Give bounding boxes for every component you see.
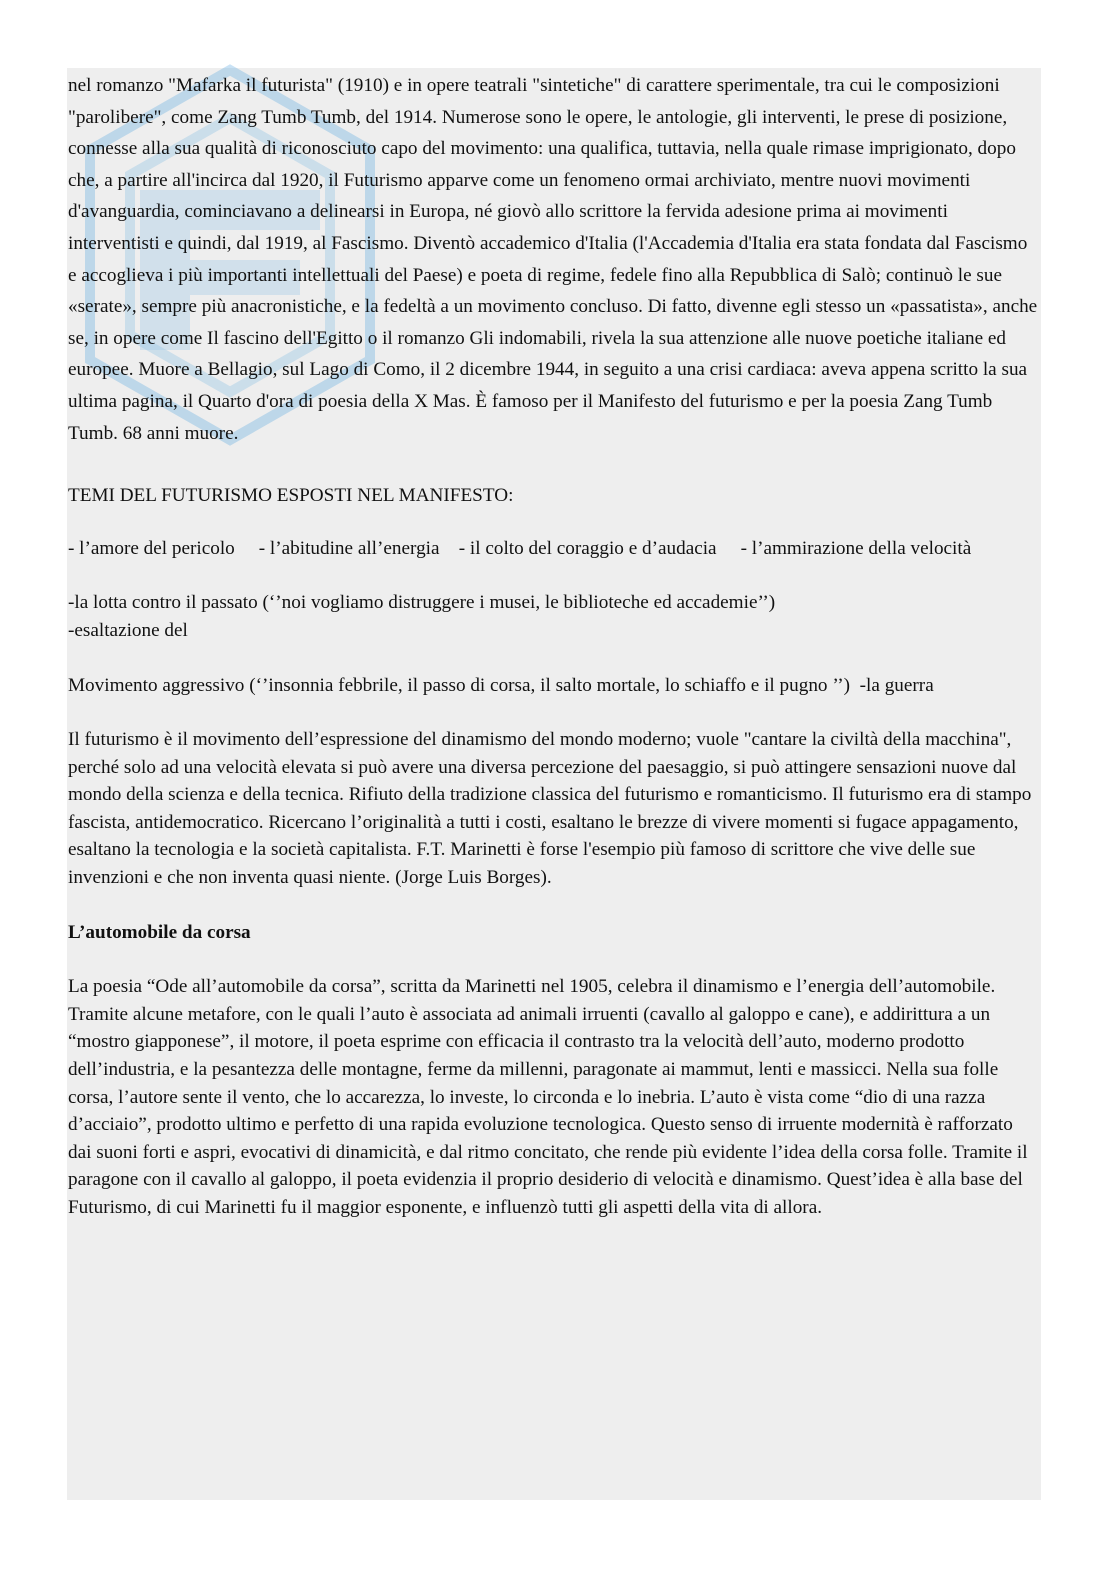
document-body (68, 70, 1040, 1222)
theme-item: - l’amore del pericolo (68, 537, 235, 559)
biography-paragraph: nel romanzo "Mafarka il futurista" (1910) e in opere teatrali "sintetiche" di carattere sperimentale, tra cui le composizioni "parolibere", come Zang Tumb Tumb, del 1914. Numerose sono le opere, le antologie, gli interventi, le prese di posizione, connesse alla sua qualità di riconosciuto capo del movimento: una qualifica, tuttavia, nella quale rimase imprigionato, dopo che, a partire all'incirca dal 1920, il Futurismo apparve come un fenomeno ormai archiviato, mentre nuovi movimenti d'avanguardia, cominciavano a delinearsi in Europa, né giovò allo scrittore la fervida adesione prima ai movimenti interventisti e quindi, dal 1919, al Fascismo. Diventò accademico d'Italia (l'Accademia d'Italia era stata fondata dal Fascismo e accoglieva i più importanti intellettuali del Paese) e poeta di regime, fedele fino alla Repubblica di Salò; continuò le sue «serate», sempre più anacronistiche, e la fedeltà a un movimento concluso. Di fatto, divenne egli stesso un «passatista», anche se, in opere come Il fascino dell'Egitto o il romanzo Gli indomabili, rivela la sua attenzione alle nuove poetiche italiane ed europee. Muore a Bellagio, sul Lago di Como, il 2 dicembre 1944, in seguito a una crisi cardiaca: aveva appena scritto la sua ultima pagina, il Quarto d'ora di poesia della X Mas. È famoso per il Manifesto del futurismo e per la poesia Zang Tumb Tumb. 68 anni muore. (68, 75, 1038, 444)
theme-item: -la guerra (859, 674, 934, 696)
theme-item: - l’ammirazione della velocità (740, 537, 972, 559)
ode-paragraph: La poesia “Ode all’automobile da corsa”, scritta da Marinetti nel 1905, celebra il dinamismo e l’energia dell’automobile. Tramite alcune metafore, con le quali l’auto è associata ad animali irruenti (cavallo al galoppo e cane), e addirittura a un “mostro giapponese”, il motore, il poeta esprime con efficacia il contrasto tra la velocità dell’auto, moderno prodotto dell’industria, e la pesantezza delle montagne, ferme da millenni, paragonate ai mammut, lenti e massicci. Nella sua folle corsa, l’autore sente il vento, che lo accarezza, lo investe, lo circonda e lo inebria. L’auto è vista come “dio di una razza d’acciaio”, prodotto ultimo e perfetto di una rapida evoluzione tecnologica. Questo senso di irruente modernità è rafforzato dai suoni forti e aspri, evocativi di dinamicità, e dal ritmo concitato, che rende più evidente l’idea della corsa folle. Tramite il paragone con il cavallo al galoppo, il poeta evidenzia il proprio desiderio di velocità e dinamismo. Quest’idea è alla base del Futurismo, di cui Marinetti fu il maggior esponente, e influenzò tutti gli aspetti della vita di allora. (68, 976, 1028, 1218)
themes-list-line-3 (68, 672, 1040, 700)
themes-list-line-1 (68, 535, 1040, 563)
theme-item: - il colto del coraggio e d’audacia (458, 537, 717, 559)
futurism-paragraph: Il futurismo è il movimento dell’espressione del dinamismo del mondo moderno; vuole "cantare la civiltà della macchina", perché solo ad una velocità elevata si può avere una diversa percezione del paesaggio, si può attingere sensazioni nuove dal mondo della scienza e della tecnica. Rifiuto della tradizione classica del futurismo e romanticismo. Il futurismo era di stampo fascista, antidemocratico. Ricercano l’originalità a tutti i costi, esaltano le brezze di vivere momenti si fugace appagamento, esaltano la tecnologia e la società capitalista. F.T. Marinetti è forse l'esempio più famoso di scrittore che vive delle sue invenzioni e che non inventa quasi niente. (Jorge Luis Borges). (68, 729, 1032, 889)
theme-item: - l’abitudine all’energia (258, 537, 440, 559)
themes-heading: TEMI DEL FUTURISMO ESPOSTI NEL MANIFESTO: (68, 485, 514, 507)
theme-item: -esaltazione del (68, 619, 188, 641)
theme-item: -la lotta contro il passato (‘’noi vogliamo distruggere i musei, le biblioteche ed accademie’’) (68, 592, 776, 614)
section-title: L’automobile da corsa (68, 921, 251, 943)
theme-item: Movimento aggressivo (‘’insonnia febbrile, il passo di corsa, il salto mortale, lo schiaffo e il pugno ’’) (68, 674, 851, 696)
